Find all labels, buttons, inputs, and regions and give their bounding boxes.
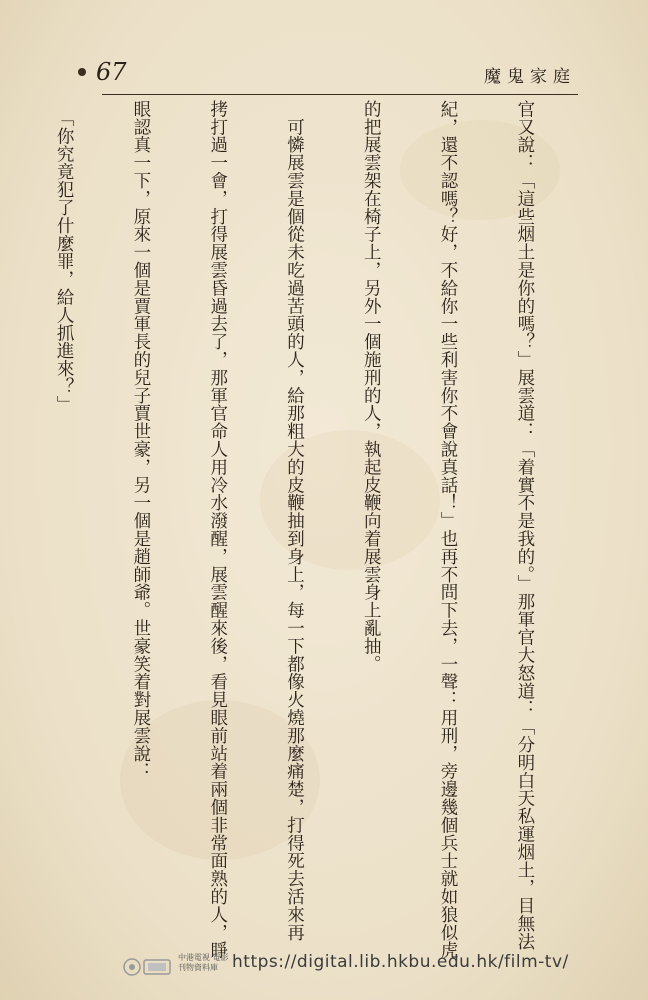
page-header [0, 56, 648, 96]
text-column: 拷打過一會，打得展雲昏過去了，那軍官命人用冷水潑醒，展雲醒來後，看見眼前站着兩個非常面熟的人，睜 [207, 100, 228, 960]
archive-name [178, 953, 229, 973]
text-column: 「你究竟犯了什麼罪，給人抓進來？」 [54, 100, 75, 414]
page-number: 67 [96, 58, 127, 86]
text-column: 的把展雲架在椅子上，另外一個施刑的人，執起皮鞭向着展雲身上亂抽。 [361, 100, 382, 673]
text-column: 可憐展雲是個從未吃過苦頭的人，給那粗大的皮鞭抽到身上，每一下都像火燒那麼痛楚，打得死去活來再 [284, 100, 305, 942]
header-rule [102, 94, 578, 95]
text-column: 官又說：「這些烟土是你的嗎？」展雲道：「着實不是我的。」那軍官大怒道：「分明白天私運烟土，目無法 [514, 100, 535, 951]
text-column: 紀，還不認嗎？好，不給你一些利害你不會說真話！」也再不問下去，一聲：用刑，旁邊幾個兵士就如狼似虎 [438, 100, 459, 960]
bullet-dot [78, 68, 86, 76]
running-title: 魔鬼家庭 [484, 67, 576, 87]
archive-name-line: 中港電視·電影 [178, 953, 229, 962]
archive-logo-icon [122, 952, 174, 982]
archive-url-watermark: https://digital.lib.hkbu.edu.hk/film-tv/ [232, 952, 569, 972]
text-column: 眼認真一下，原來一個是賈軍長的兒子賈世豪，另一個是趙師爺。世豪笑着對展雲說： [130, 100, 151, 781]
archive-name-line: 刊物資料庫 [178, 963, 218, 972]
